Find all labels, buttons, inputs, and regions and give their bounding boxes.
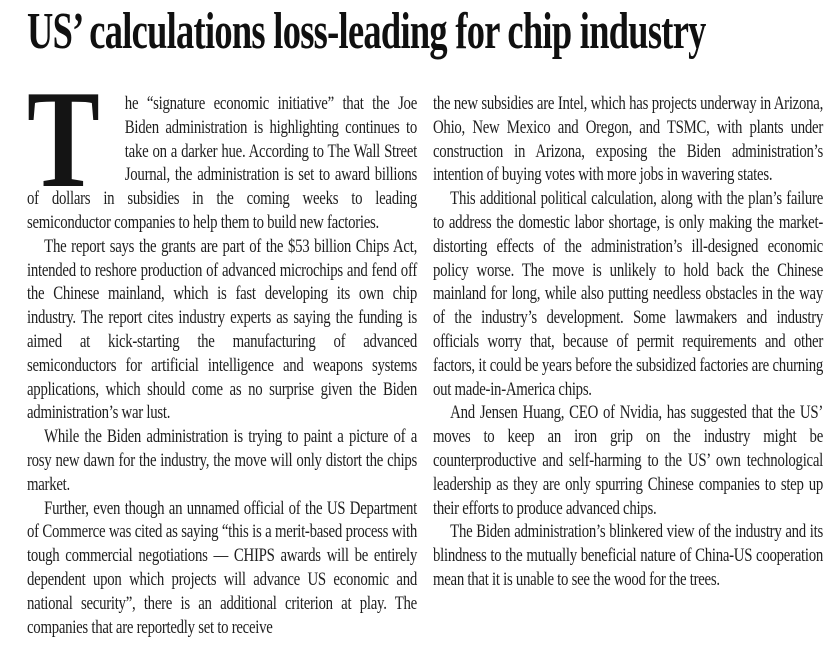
left-column (27, 62, 417, 639)
paragraph: While the Biden administration is trying to paint a picture of a rosy new dawn for the industry, the move will only distort the chips market. (27, 426, 417, 495)
drop-cap: T (27, 62, 100, 217)
right-column (433, 92, 823, 639)
paragraph: This additional political calculation, along with the plan’s failure to address the domestic labor shortage, is only making the market-distorting effects of the administration’s ill-designed economic policy worse. The move is unlikely to hold back the Chinese mainland for long, while also putting needless obstacles in the way of the industry’s development. Some lawmakers and industry officials worry that, because of permit requirements and other factors, it could be years before the subsidized factories are churning out made-in-America chips. (433, 188, 823, 400)
paragraph-continuation: the new subsidies are Intel, which has projects underway in Arizona, Ohio, New Mexico and Oregon, and TSMC, with plants under construction in Arizona, exposing the Biden administration’s intention of buying votes with more jobs in wavering states. (433, 93, 823, 186)
paragraph: The report says the grants are part of the $53 billion Chips Act, intended to reshore production of advanced microchips and fend off the Chinese mainland, which is fast developing its own chip industry. The report cites industry experts as saying the funding is aimed at kick-starting the manufacturing of advanced semiconductors for artificial intelligence and weapons systems applications, which should come as no surprise given the Biden administration’s war lust. (27, 235, 417, 424)
paragraph: Further, even though an unnamed official of the US Department of Commerce was cited as saying “this is a merit-based process with tough commercial negotiations — CHIPS awards will be entirely dependent upon which projects will advance US economic and national security”, there is an additional criterion at play. The companies that are reportedly set to receive (27, 497, 417, 638)
paragraph-text: he “signature economic initiative” that the Joe Biden administration is highlighting continues to take on a darker hue. According to The Wall Street Journal, the administration is set to award billions of dollars in subsidies in the coming weeks to leading semiconductor companies to help them to build new factories. (27, 93, 417, 233)
paragraph: And Jensen Huang, CEO of Nvidia, has suggested that the US’ moves to keep an iron grip on the industry might be counterproductive and self-harming to the US’ own technological leadership as they are only spurring Chinese companies to step up their efforts to produce advanced chips. (433, 402, 823, 519)
paragraph-lead (27, 62, 417, 235)
article-page (0, 4, 838, 657)
headline-text: US’ calculations loss-leading for chip industry (27, 3, 706, 60)
headline (27, 4, 838, 62)
left-column-text (27, 62, 417, 639)
paragraph: The Biden administration’s blinkered view of the industry and its blindness to the mutually beneficial nature of China-US cooperation mean that it is unable to see the wood for the trees. (433, 521, 823, 590)
article-body (27, 62, 823, 639)
right-column-text (433, 92, 823, 592)
